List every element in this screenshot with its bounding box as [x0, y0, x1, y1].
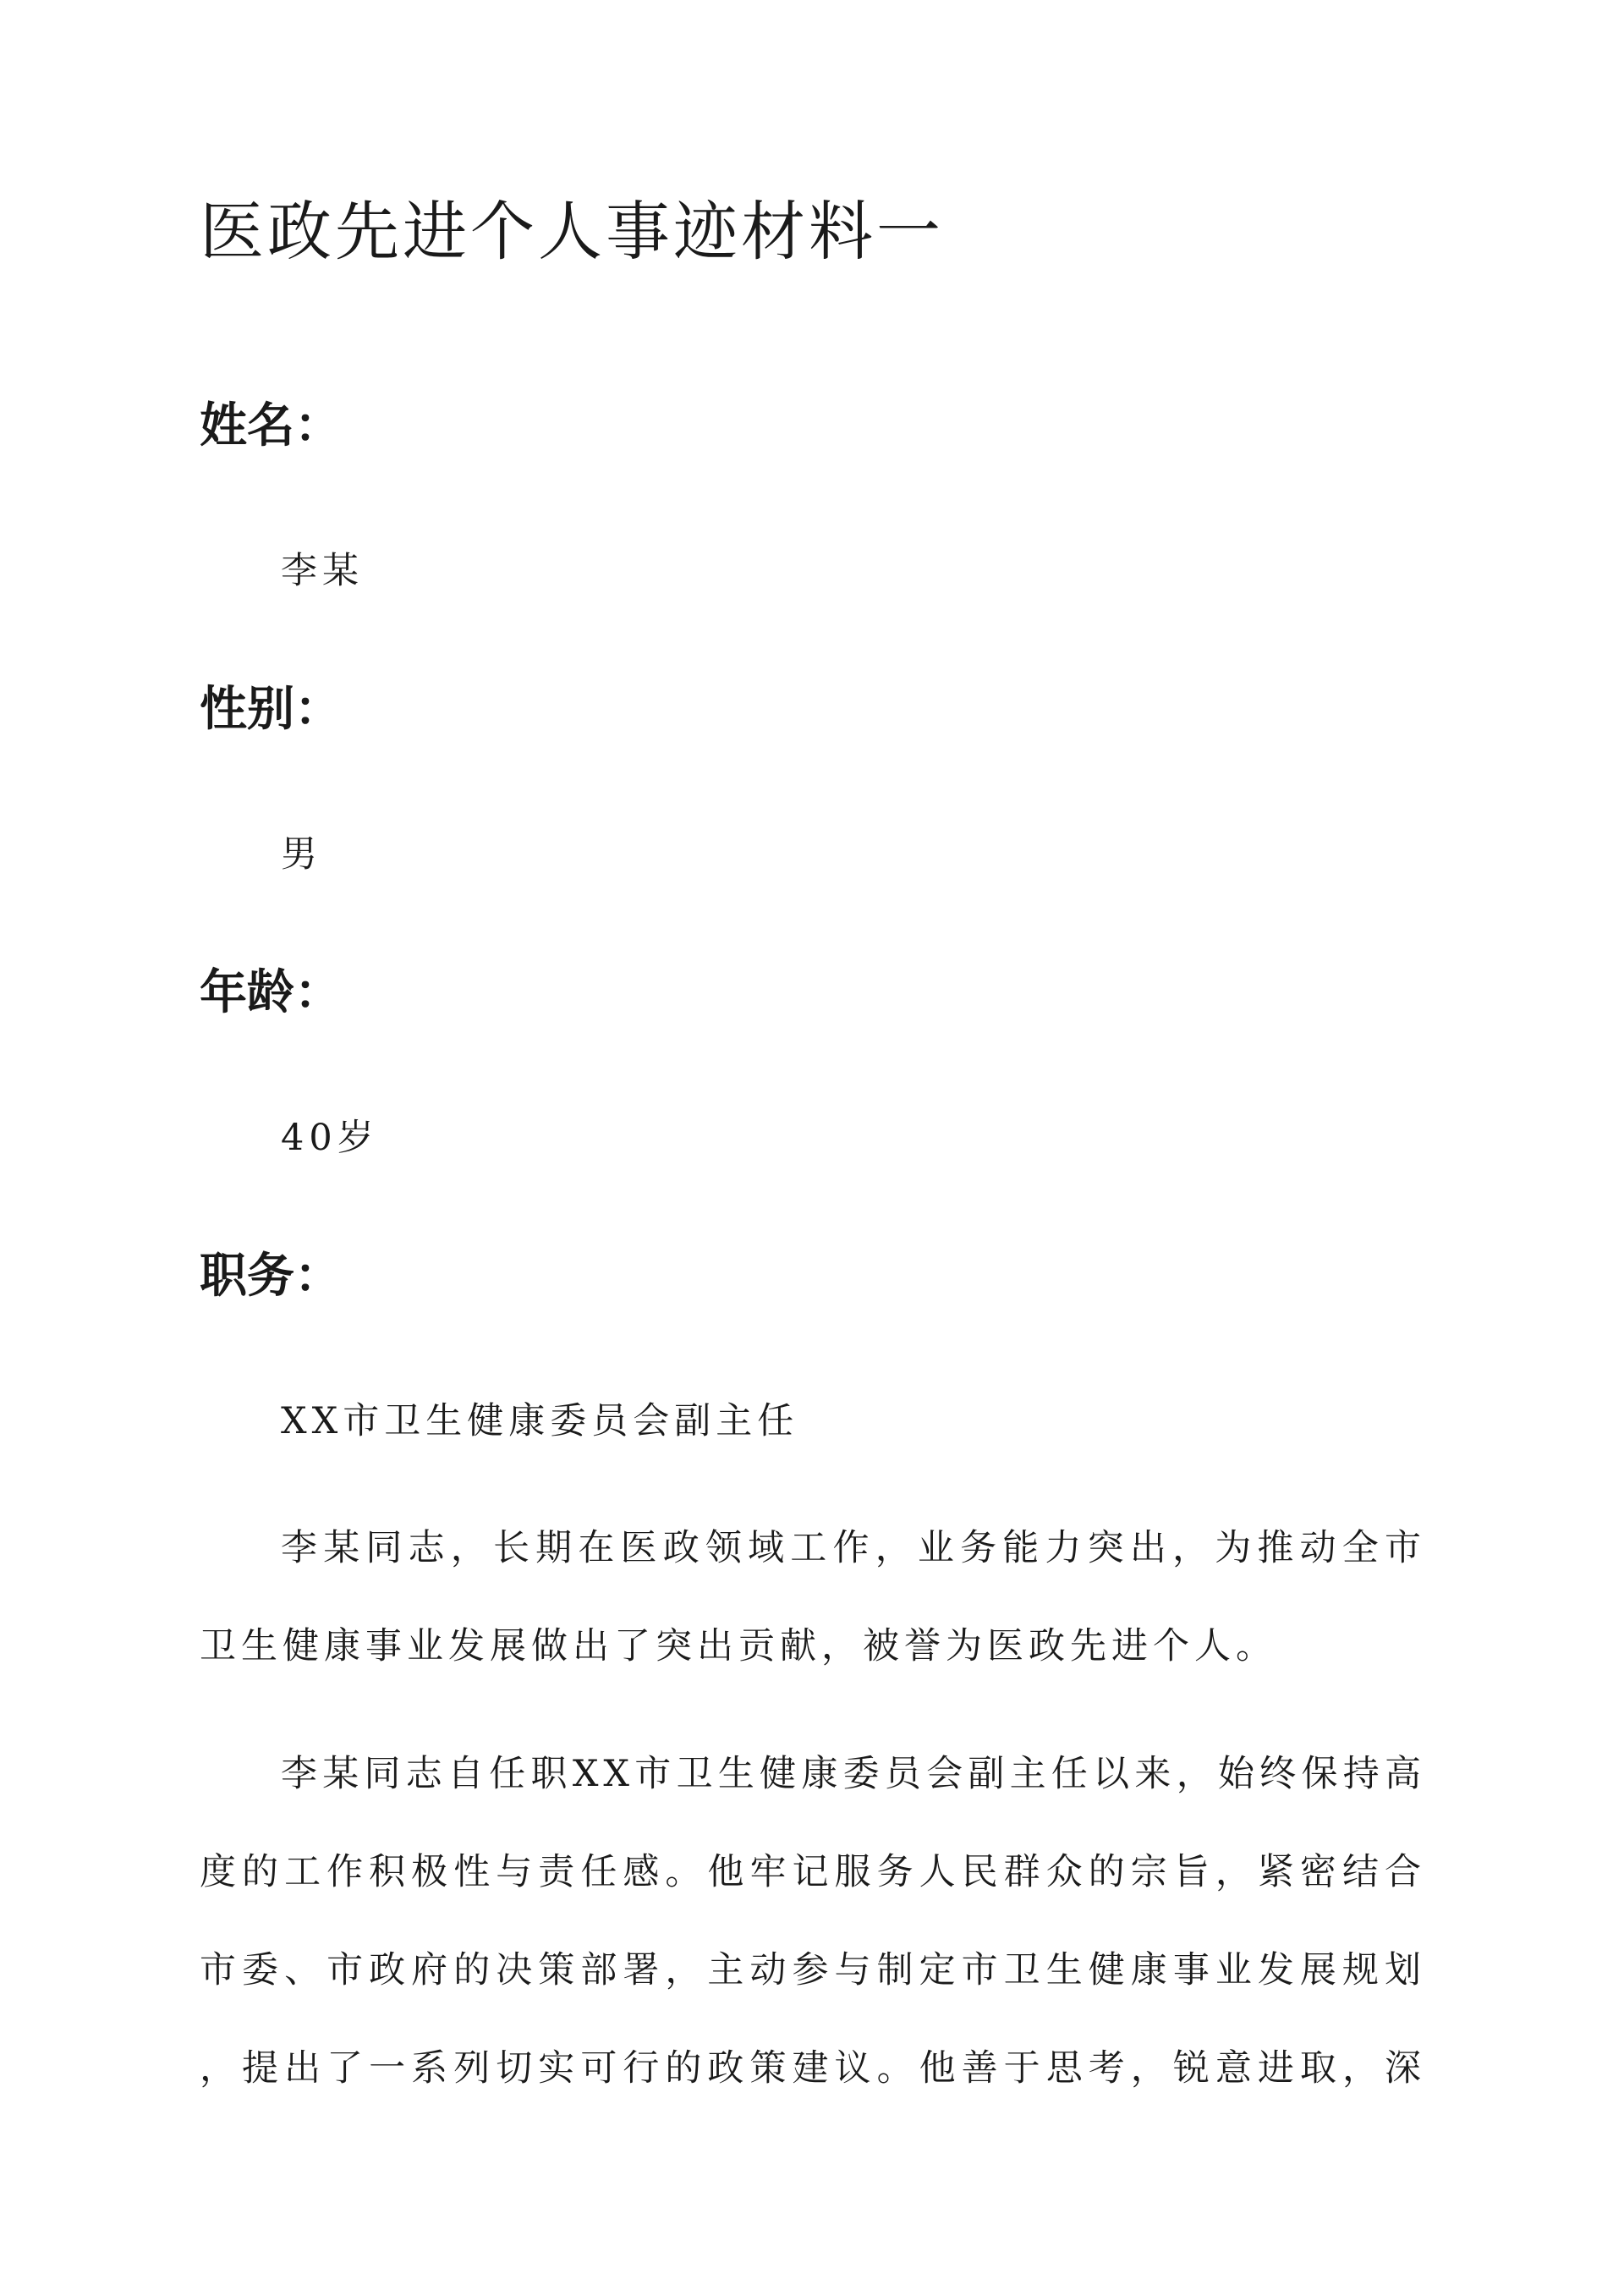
- position-label: 职务：: [200, 1248, 342, 1304]
- paragraph-line: 度的工作积极性与责任感。他牢记服务人民群众的宗旨，紧密结合: [200, 1851, 1426, 1893]
- name-label: 姓名：: [200, 398, 342, 453]
- document-title: 医政先进个人事迹材料一: [200, 194, 944, 269]
- paragraph-line: ，提出了一系列切实可行的政策建议。他善于思考，锐意进取，深: [200, 2047, 1426, 2090]
- paragraph-details: [200, 1753, 1426, 2145]
- position-value: XX市卫生健康委员会副主任: [281, 1400, 799, 1442]
- age-value: 40岁: [281, 1117, 379, 1159]
- gender-value: 男: [281, 833, 322, 876]
- paragraph-line: 市委、市政府的决策部署，主动参与制定市卫生健康事业发展规划: [200, 1949, 1426, 1991]
- name-value: 李某: [281, 550, 364, 592]
- paragraph-intro: [200, 1527, 1426, 1723]
- gender-label: 性别：: [200, 681, 342, 737]
- paragraph-line: 李某同志自任职XX市卫生健康委员会副主任以来，始终保持高: [281, 1753, 1426, 1795]
- paragraph-line: 李某同志，长期在医政领域工作，业务能力突出，为推动全市: [281, 1527, 1426, 1569]
- age-label: 年龄：: [200, 964, 342, 1020]
- paragraph-line: 卫生健康事业发展做出了突出贡献，被誉为医政先进个人。: [200, 1625, 1277, 1667]
